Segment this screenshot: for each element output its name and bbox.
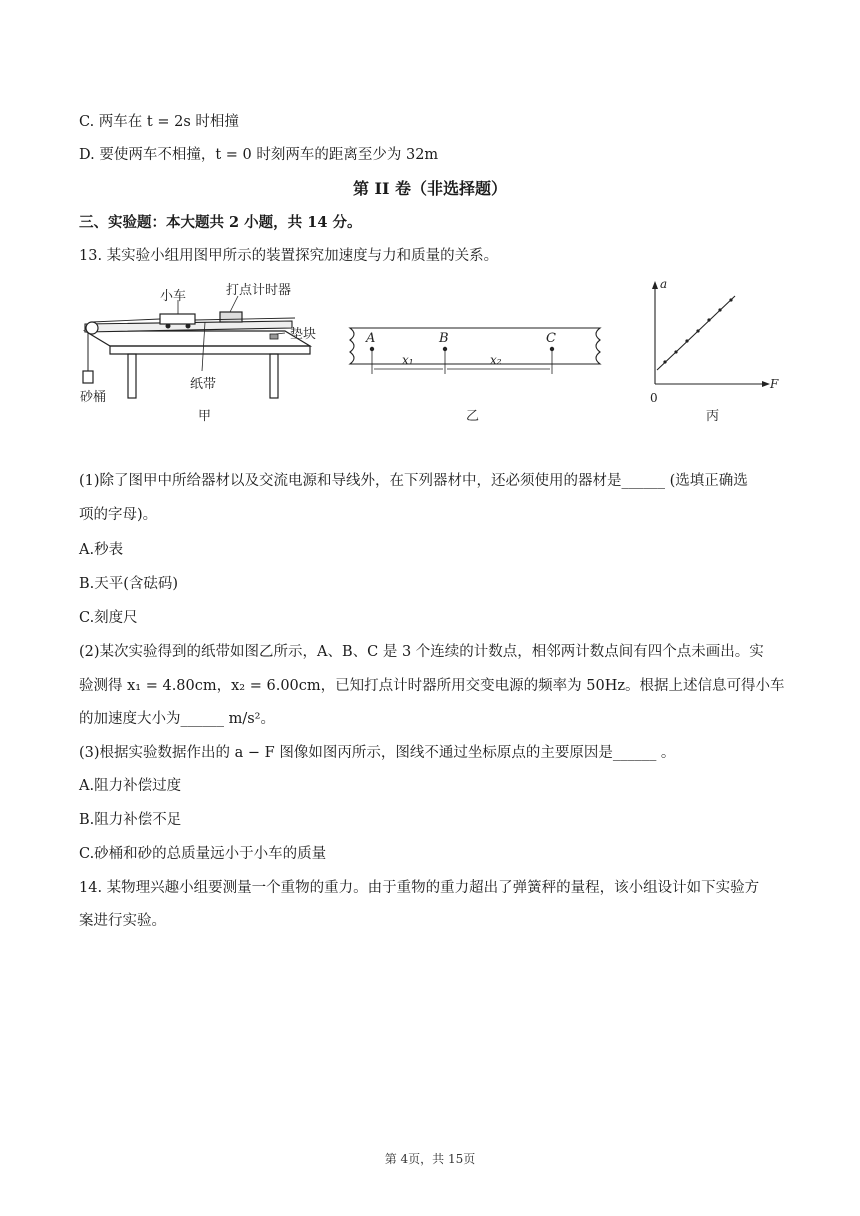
paper-tape — [195, 318, 295, 320]
sand-bucket — [83, 371, 93, 383]
timer — [220, 312, 242, 322]
question-14-line2: 案进行实验。 — [79, 913, 166, 929]
label-bucket: 砂桶 — [80, 390, 107, 405]
label-block: 垫块 — [290, 327, 317, 342]
section-heading: 三、实验题：本大题共 2 小题，共 14 分。 — [79, 214, 362, 231]
label-f-axis: F — [770, 377, 779, 391]
question-14-line1: 14. 某物理兴趣小组要测量一个重物的重力。由于重物的重力超出了弹簧秤的量程，该小组设计如下实验方 — [79, 880, 760, 896]
label-point-a: A — [366, 331, 376, 346]
label-tape: 纸带 — [190, 377, 217, 392]
label-point-b: B — [439, 331, 449, 346]
label-x1: x₁ — [402, 353, 414, 367]
caption-jia: 甲 — [198, 409, 212, 424]
option-d: D. 要使两车不相撞，t = 0 时刻两车的距离至少为 32m — [79, 147, 439, 163]
table-leg — [270, 354, 278, 398]
part1-option-b: B.天平(含砝码) — [79, 576, 179, 592]
caption-yi: 乙 — [466, 409, 480, 424]
part1-option-c: C.刻度尺 — [79, 610, 138, 626]
label-x2: x₂ — [490, 353, 502, 367]
section-title: 第 II 卷（非选择题） — [352, 179, 508, 198]
figure-jia — [80, 282, 316, 424]
figure-bing — [650, 277, 779, 424]
fit-line — [657, 296, 735, 370]
label-timer: 打点计时器 — [226, 283, 292, 298]
part3-option-a: A.阻力补偿过度 — [79, 778, 182, 794]
question-13-stem: 13. 某实验小组用图甲所示的装置探究加速度与力和质量的关系。 — [79, 248, 499, 264]
part1-line2: 项的字母)。 — [79, 507, 158, 523]
label-origin: 0 — [650, 391, 658, 405]
tape-outline — [350, 328, 600, 364]
part1-line1: (1)除了图甲中所给器材以及交流电源和导线外，在下列器材中，还必须使用的器材是______ (选填正确选 — [79, 473, 748, 489]
page-footer: 第 4页，共 15页 — [384, 1152, 476, 1166]
figure-svg — [80, 276, 780, 426]
caption-bing: 丙 — [706, 409, 720, 424]
part3-line1: (3)根据实验数据作出的 a − F 图像如图丙所示，图线不通过坐标原点的主要原因是______ 。 — [79, 745, 676, 761]
part1-option-a: A.秒表 — [79, 542, 124, 558]
label-car: 小车 — [160, 289, 187, 304]
part3-option-b: B.阻力补偿不足 — [79, 812, 182, 828]
part2-line3: 的加速度大小为______ m/s²。 — [79, 711, 275, 727]
part3-option-c: C.砂桶和砂的总质量远小于小车的质量 — [79, 846, 327, 862]
table-edge — [110, 346, 310, 354]
table-leg — [128, 354, 136, 398]
figure-yi — [350, 328, 600, 424]
label-point-c: C — [546, 331, 556, 346]
label-a-axis: a — [660, 277, 668, 291]
part2-line2: 验测得 x₁ = 4.80cm，x₂ = 6.00cm，已知打点计时器所用交变电源的频率为 50Hz。根据上述信息可得小车 — [79, 678, 785, 694]
experiment-figure — [80, 276, 780, 426]
part2-line1: (2)某次实验得到的纸带如图乙所示，A、B、C 是 3 个连续的计数点，相邻两计数点间有四个点未画出。实 — [79, 644, 764, 660]
wedge-block — [270, 334, 278, 339]
car — [160, 314, 195, 324]
option-c: C. 两车在 t = 2s 时相撞 — [79, 114, 239, 130]
